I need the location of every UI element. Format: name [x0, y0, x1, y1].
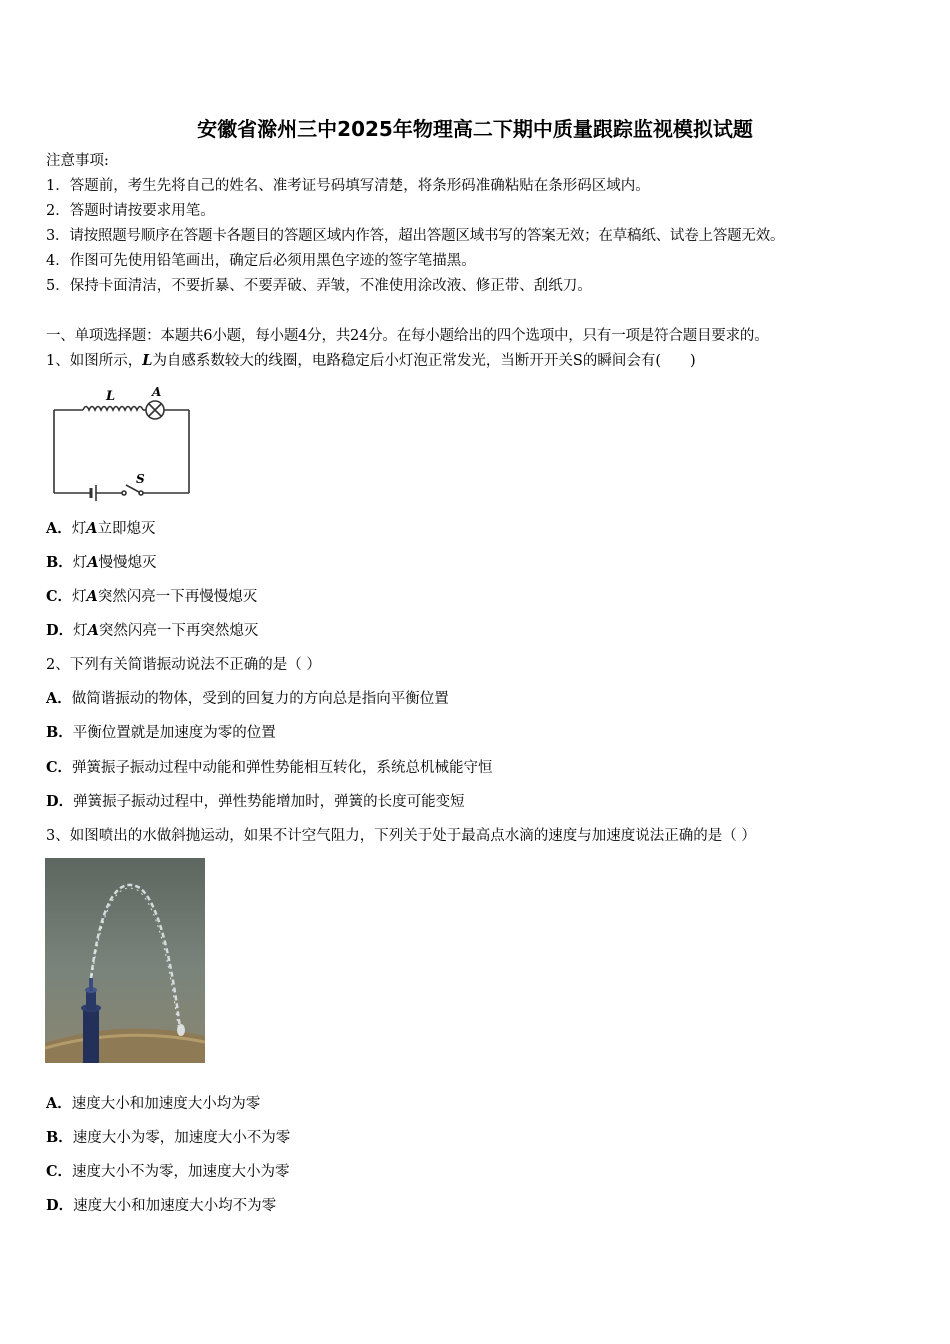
question-1-stem-part1: 1、如图所示， [46, 353, 143, 369]
lamp-label: A [152, 385, 162, 399]
option-letter: B． [46, 1129, 73, 1146]
note-item: 3．请按照题号顺序在答题卡各题目的答题区域内作答，超出答题区域书写的答案无效；在草稿纸、试卷上答题无效。 [46, 228, 785, 244]
option-letter: D． [46, 793, 74, 810]
option-text: 弹簧振子振动过程中动能和弹性势能相互转化，系统总机械能守恒 [72, 760, 493, 776]
q1-option-b [46, 553, 157, 573]
option-letter: B． [46, 724, 73, 741]
option-text: 灯 [72, 555, 88, 571]
option-letter: D． [46, 1197, 74, 1214]
option-text: 灯 [72, 589, 87, 605]
q2-option-a [46, 689, 449, 709]
option-letter: A． [46, 1095, 72, 1112]
option-symbol: A [87, 622, 99, 639]
option-text: 速度大小和加速度大小均不为零 [73, 1198, 277, 1214]
option-letter: A． [46, 690, 72, 707]
q3-option-b [46, 1128, 290, 1148]
q2-option-b [46, 723, 276, 743]
q2-option-c [46, 758, 493, 778]
q1-option-a [46, 519, 156, 539]
option-symbol: A [86, 520, 98, 537]
option-text: 平衡位置就是加速度为零的位置 [72, 725, 276, 741]
note-item: 2．答题时请按要求用笔。 [46, 203, 215, 219]
circuit-diagram [46, 383, 196, 501]
page-title: 安徽省滁州三中2025年物理高二下期中质量跟踪监视模拟试题 [197, 117, 753, 141]
option-symbol: A [87, 554, 99, 571]
option-letter: A． [46, 520, 72, 537]
option-text: 突然闪亮一下再慢慢熄灭 [97, 589, 258, 605]
option-text: 突然闪亮一下再突然熄灭 [98, 623, 259, 639]
option-symbol: A [86, 588, 98, 605]
section-heading: 一、单项选择题：本题共6小题，每小题4分，共24分。在每小题给出的四个选项中，只有一项是符合题目要求的。 [46, 328, 769, 344]
switch-label: S [136, 472, 145, 486]
option-text: 立即熄灭 [97, 521, 156, 537]
option-text: 做简谐振动的物体，受到的回复力的方向总是指向平衡位置 [71, 691, 449, 707]
inductor-symbol-text: L [142, 352, 153, 369]
option-text: 速度大小为零，加速度大小不为零 [72, 1130, 291, 1146]
question-1-stem [46, 351, 696, 371]
note-item: 4．作图可先使用铅笔画出，确定后必须用黑色字迹的签字笔描黑。 [46, 253, 476, 269]
q2-option-d [46, 792, 465, 812]
q3-option-a [46, 1094, 260, 1114]
option-text: 速度大小和加速度大小均为零 [71, 1096, 261, 1112]
q3-option-c [46, 1162, 290, 1182]
q3-option-d [46, 1196, 276, 1216]
option-letter: B． [46, 554, 73, 571]
option-letter: C． [46, 759, 73, 776]
fountain-photo [45, 858, 205, 1063]
option-letter: C． [46, 588, 73, 605]
option-text: 弹簧振子振动过程中，弹性势能增加时，弹簧的长度可能变短 [73, 794, 465, 810]
question-1-stem-part2: 为自感系数较大的线圈，电路稳定后小灯泡正常发光，当断开开关S的瞬间会有( ) [152, 353, 696, 369]
q1-option-d [46, 621, 258, 641]
option-letter: D． [46, 622, 74, 639]
note-item: 1．答题前，考生先将自己的姓名、准考证号码填写清楚，将条形码准确粘贴在条形码区域内。 [46, 178, 650, 194]
option-letter: C． [46, 1163, 73, 1180]
inductor-label: L [106, 389, 116, 404]
option-text: 灯 [71, 521, 87, 537]
note-item: 5．保持卡面清洁，不要折暴、不要弄破、弄皱，不准使用涂改液、修正带、刮纸刀。 [46, 278, 592, 294]
option-text: 慢慢熄灭 [98, 555, 157, 571]
option-text: 速度大小不为零，加速度大小为零 [72, 1164, 290, 1180]
option-text: 灯 [73, 623, 88, 639]
notes-header: 注意事项: [46, 153, 109, 169]
q1-option-c [46, 587, 257, 607]
question-2-stem: 2、下列有关简谐振动说法不正确的是（ ） [46, 657, 321, 673]
question-3-stem: 3、如图喷出的水做斜抛运动，如果不计空气阻力，下列关于处于最高点水滴的速度与加速度说法正确的是（ ） [46, 828, 756, 844]
